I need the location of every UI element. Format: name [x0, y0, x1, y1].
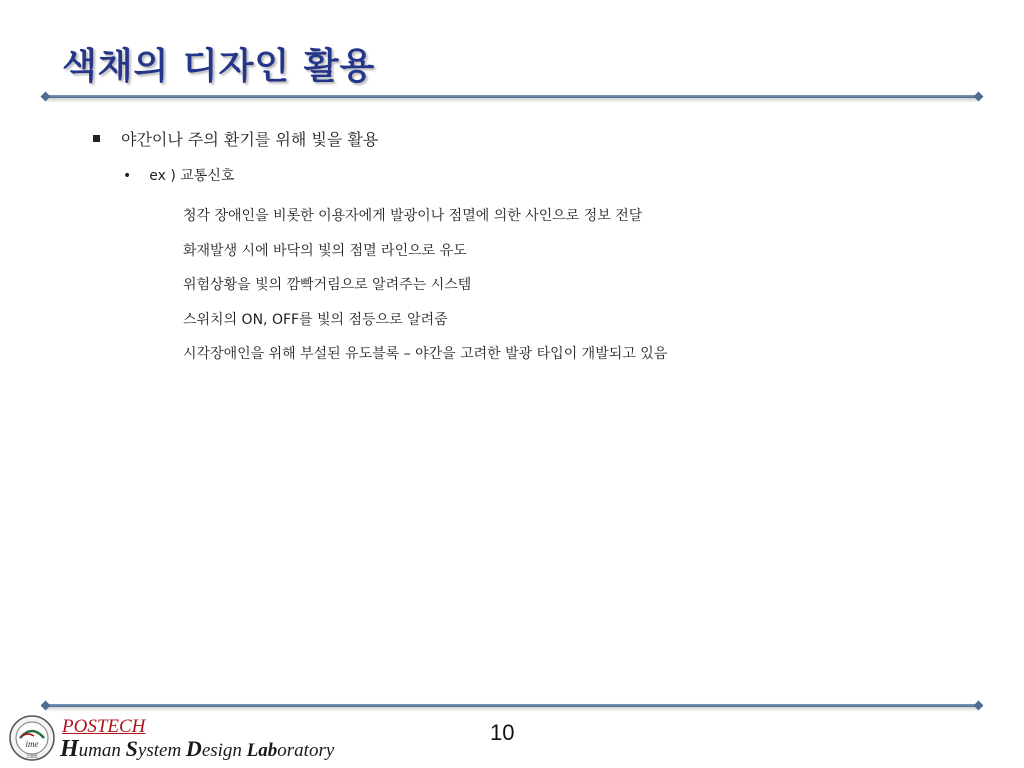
lab-name [60, 736, 334, 763]
sub-item: 화재발생 시에 바닥의 빛의 점멸 라인으로 유도 [183, 242, 467, 259]
slide-title: 색채의 디자인 활용 [62, 46, 376, 87]
bullet-level-1 [93, 127, 378, 150]
page-number: 10 [490, 720, 515, 745]
divider-right-diamond [974, 92, 984, 102]
divider-right-diamond [974, 701, 984, 711]
logo-year: 1985 [26, 754, 38, 760]
square-bullet-icon [93, 135, 100, 142]
org-name: POSTECH [62, 716, 146, 737]
lab-name-part: esign [201, 740, 247, 761]
bullet-level-2 [123, 165, 234, 185]
logo-text: ime [25, 739, 39, 749]
title-divider [46, 95, 978, 98]
lab-name-part: D [185, 736, 202, 761]
sub-item: 시각장애인을 위해 부설된 유도블록 – 야간을 고려한 발광 타입이 개발되고 있음 [183, 346, 668, 362]
dot-bullet-icon: • [123, 168, 132, 184]
bullet-level-2-text: ex ) 교통신호 [149, 168, 235, 184]
divider-left-diamond [41, 701, 51, 711]
bullet-level-1-text: 야간이나 주의 환기를 위해 빛을 활용 [121, 130, 379, 149]
divider-left-diamond [41, 92, 51, 102]
sub-item-list [183, 199, 667, 372]
lab-name-part: H [60, 736, 79, 762]
lab-name-part: Lab [246, 740, 278, 761]
lab-name-part: oratory [277, 740, 335, 761]
lab-name-part: ystem [137, 740, 186, 761]
footer-divider [46, 704, 978, 707]
sub-item: 청각 장애인을 비롯한 이용자에게 발광이나 점멸에 의한 사인으로 정보 전달 [183, 208, 643, 224]
sub-item: 스위치의 ON, OFF를 빛의 점등으로 알려줌 [183, 311, 448, 328]
lab-name-part: S [125, 736, 138, 761]
ime-logo-icon [8, 714, 56, 762]
sub-item: 위험상황을 빛의 깜빡거림으로 알려주는 시스템 [183, 277, 472, 293]
lab-name-part: uman [78, 740, 126, 761]
